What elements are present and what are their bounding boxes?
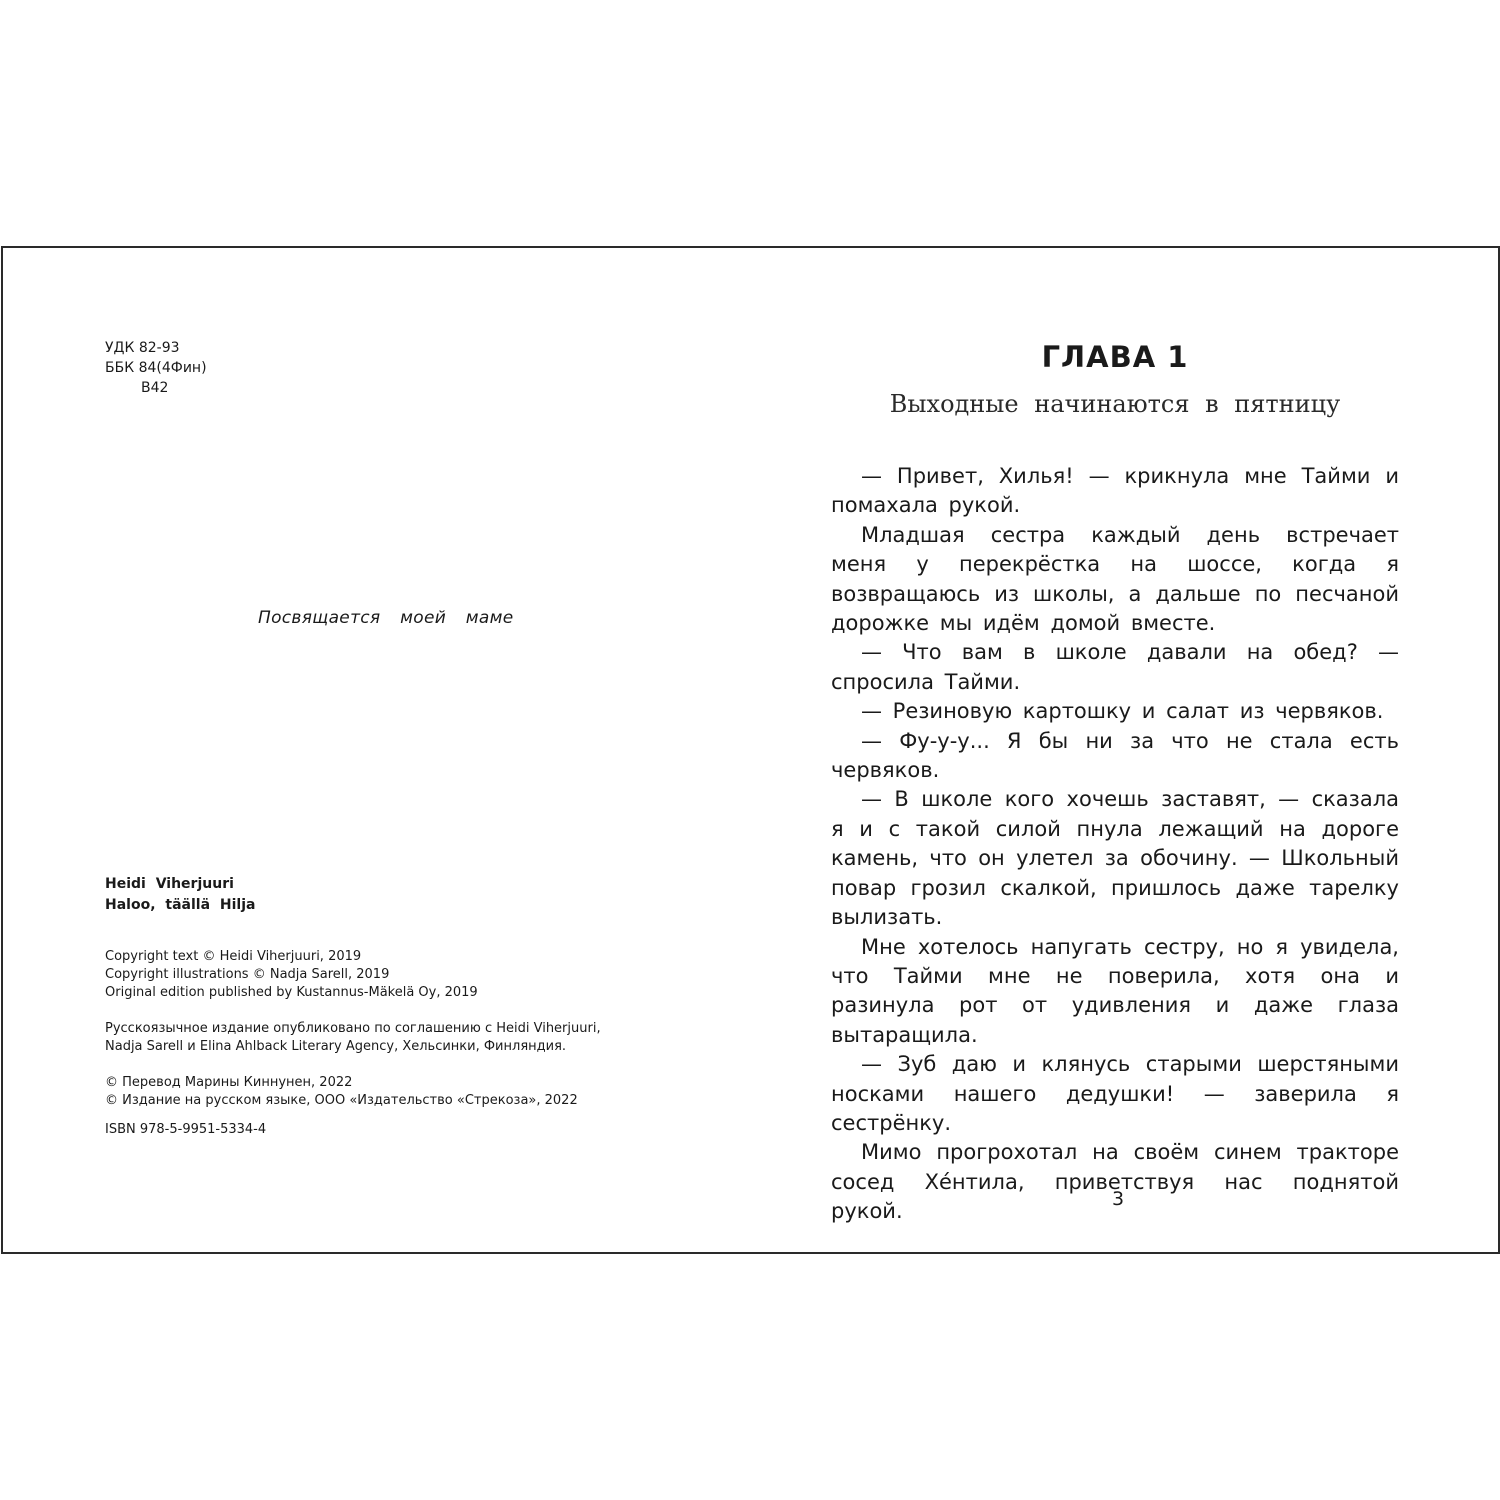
page-number: 3 bbox=[1111, 1188, 1125, 1210]
paragraph: — Резиновую картошку и салат из червяков. bbox=[861, 699, 1384, 724]
original-edition: Original edition published by Kustannus-Mäkelä Oy, 2019 bbox=[105, 985, 478, 1000]
paragraph: — Что вам в школе давали на обед? — спросила Тайми. bbox=[831, 640, 1399, 694]
original-author: Heidi Viherjuuri bbox=[105, 876, 234, 892]
bbk-code: ББК 84(4Фин) bbox=[105, 360, 207, 376]
original-title: Haloo, täällä Hilja bbox=[105, 897, 256, 913]
agreement-line-2: Nadja Sarell и Elina Ahlback Literary Agency, Хельсинки, Финляндия. bbox=[105, 1039, 567, 1054]
dedication: Посвящается моей маме bbox=[258, 608, 514, 628]
chapter-subtitle: Выходные начинаются в пятницу bbox=[889, 390, 1341, 418]
udk-code: УДК 82-93 bbox=[105, 340, 180, 356]
author-code: В42 bbox=[141, 380, 169, 396]
original-title-block bbox=[105, 874, 255, 916]
translator-credit: © Перевод Марины Киннунен, 2022 bbox=[105, 1075, 353, 1090]
agreement-line-1: Русскоязычное издание опубликовано по соглашению с Heidi Viherjuuri, bbox=[105, 1021, 601, 1036]
copyright-block bbox=[105, 948, 478, 1002]
paragraph: Мимо прогрохотал на своём синем тракторе сосед Хе́нтила, приветствуя нас поднятой рукой. bbox=[831, 1140, 1399, 1224]
translation-block bbox=[105, 1074, 578, 1110]
book-spread bbox=[1, 246, 1500, 1254]
story-text bbox=[831, 462, 1399, 1227]
publisher-credit: © Издание на русском языке, ООО «Издательство «Стрекоза», 2022 bbox=[105, 1093, 578, 1108]
copyright-illustrations: Copyright illustrations © Nadja Sarell, 2019 bbox=[105, 967, 390, 982]
isbn: ISBN 978-5-9951-5334-4 bbox=[105, 1122, 267, 1137]
paragraph: — Привет, Хилья! — крикнула мне Тайми и помахала рукой. bbox=[831, 464, 1399, 518]
chapter-title: ГЛАВА 1 bbox=[1041, 340, 1189, 374]
classification-block bbox=[105, 338, 207, 398]
paragraph: — Зуб даю и клянусь старыми шерстяными носками нашего дедушки! — заверила я сестрёнку. bbox=[831, 1052, 1399, 1135]
paragraph: Младшая сестра каждый день встречает меня у перекрёстка на шоссе, когда я возвращаюсь из школы, а дальше по песчаной дорожке мы идём домой вместе. bbox=[831, 522, 1399, 636]
paragraph: — Фу-у-у... Я бы ни за что не стала есть червяков. bbox=[831, 728, 1399, 783]
paragraph: — В школе кого хочешь заставят, — сказала я и с такой силой пнула лежащий на дороге камень, что он улетел за обочину. — Школьный повар грозил скалкой, пришлось даже тарелку вылизать. bbox=[831, 787, 1399, 930]
copyright-text: Copyright text © Heidi Viherjuuri, 2019 bbox=[105, 949, 362, 964]
agreement-block bbox=[105, 1020, 601, 1056]
paragraph: Мне хотелось напугать сестру, но я увидела, что Тайми мне не поверила, хотя она и разинула рот от удивления и даже глаза вытаращила. bbox=[831, 934, 1399, 1047]
